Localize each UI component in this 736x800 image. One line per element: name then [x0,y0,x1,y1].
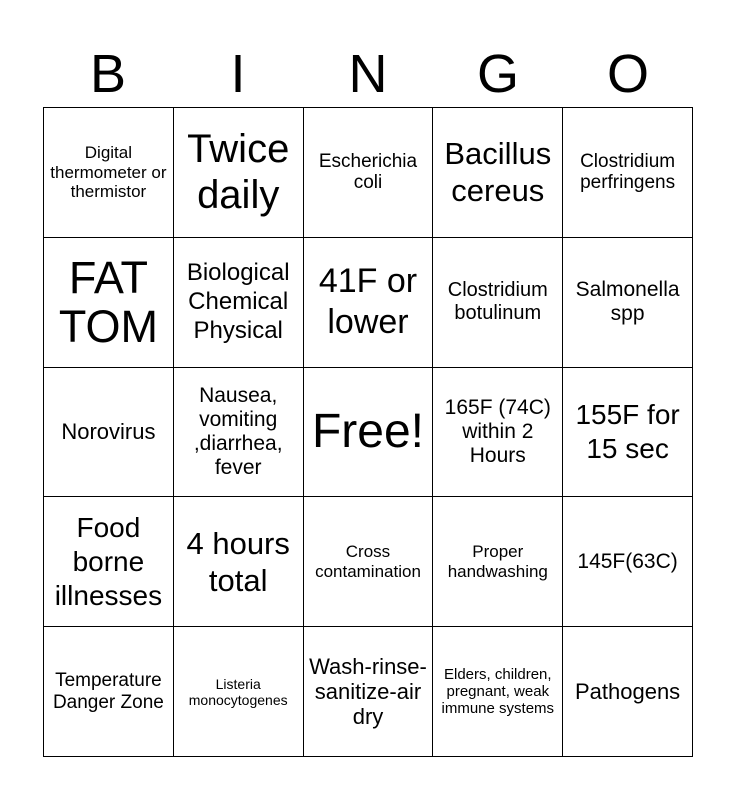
bingo-cell[interactable]: Food borne illnesses [44,497,174,627]
bingo-cell[interactable]: 4 hours total [174,497,304,627]
bingo-cell[interactable]: Temperature Danger Zone [44,627,174,757]
bingo-cell[interactable]: 41F or lower [304,238,434,368]
bingo-cell[interactable]: FAT TOM [44,238,174,368]
bingo-cell[interactable]: Wash-rinse-sanitize-air dry [304,627,434,757]
free-space-cell[interactable]: Free! [304,368,434,498]
bingo-cell[interactable]: Nausea, vomiting ,diarrhea, fever [174,368,304,498]
bingo-cell[interactable]: Norovirus [44,368,174,498]
bingo-cell[interactable]: Digital thermometer or thermistor [44,108,174,238]
bingo-cell[interactable]: Biological Chemical Physical [174,238,304,368]
bingo-cell[interactable]: Twice daily [174,108,304,238]
bingo-cell[interactable]: Clostridium botulinum [433,238,563,368]
bingo-cell[interactable]: Proper handwashing [433,497,563,627]
bingo-board [43,107,693,757]
bingo-cell[interactable]: Listeria monocytogenes [174,627,304,757]
header-letter-o: O [606,44,649,104]
bingo-cell[interactable]: Elders, children, pregnant, weak immune systems [433,627,563,757]
header-letter-i: I [230,44,246,104]
bingo-header [43,40,693,108]
bingo-cell[interactable]: Clostridium perfringens [563,108,693,238]
bingo-cell[interactable]: 155F for 15 sec [563,368,693,498]
bingo-cell[interactable]: Cross contamination [304,497,434,627]
bingo-cell[interactable]: Bacillus cereus [433,108,563,238]
header-letter-b: B [89,44,127,104]
bingo-cell[interactable]: Pathogens [563,627,693,757]
bingo-cell[interactable]: 165F (74C) within 2 Hours [433,368,563,498]
header-letter-g: G [476,44,519,104]
header-letter-n: N [348,44,388,104]
bingo-cell[interactable]: Salmonella spp [563,238,693,368]
bingo-cell[interactable]: 145F(63C) [563,497,693,627]
bingo-cell[interactable]: Escherichia coli [304,108,434,238]
